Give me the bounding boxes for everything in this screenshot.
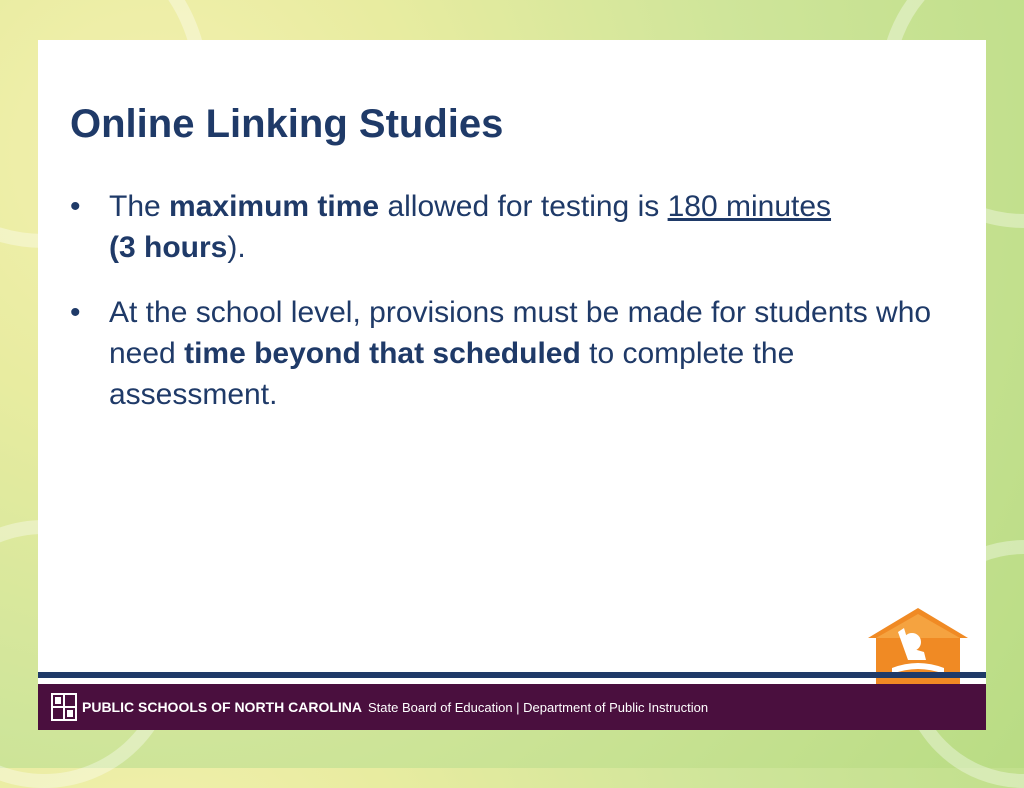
- state-crest-icon: [50, 692, 78, 722]
- bullet-text: allowed for testing is: [379, 190, 668, 223]
- bullet-emphasis: time beyond that scheduled: [184, 337, 581, 370]
- bullet-text: At the school level, provisions must be made for students who need: [109, 296, 932, 370]
- bullet-item: [70, 292, 950, 415]
- bullet-underlined: 180 minutes: [667, 190, 832, 223]
- bullet-marker: •: [70, 190, 81, 223]
- footer-bar: [38, 684, 986, 730]
- bullet-text: ).: [227, 231, 246, 264]
- bullet-emphasis: (3 hours: [109, 231, 228, 264]
- bullet-emphasis: maximum time: [169, 190, 380, 223]
- footer-divider: [38, 672, 986, 678]
- slide: [38, 40, 986, 730]
- bullet-marker: •: [70, 296, 81, 329]
- slide-title: Online Linking Studies: [70, 102, 504, 146]
- bullet-list: [70, 186, 950, 439]
- footer-department: State Board of Education | Department of Public Instruction: [368, 699, 709, 715]
- footer-organization: PUBLIC SCHOOLS OF NORTH CAROLINA: [82, 699, 362, 715]
- bullet-item: [70, 186, 950, 268]
- bullet-text: to complete the assessment.: [109, 337, 795, 411]
- bullet-text: The: [109, 190, 170, 223]
